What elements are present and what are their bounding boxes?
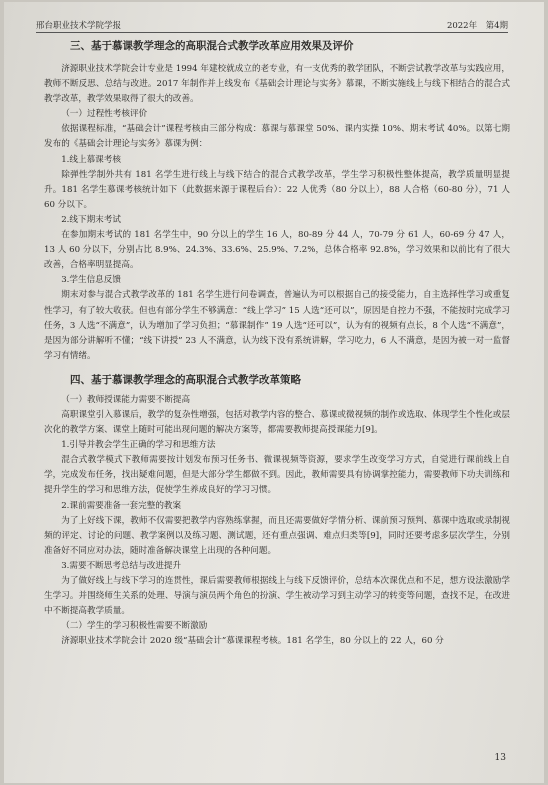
- paragraph: 高职课堂引入慕课后，教学的复杂性增强，包括对教学内容的整合、慕课或微视频的制作或选取、体现学生个性化或层次化的教学方案、课堂上随时可能出现问题的解决方案等，都需要教师提高授课能力[9]。: [44, 409, 510, 436]
- paragraph: 为了上好线下课，教师不仅需要把教学内容熟练掌握，而且还需要做好学情分析、课前预习预判、慕课中选取或录制视频的评定、讨论的问题、教学案例以及练习题、测试题，还有重点强调、难点归类等[9]，同时还要考虑多层次学生，分别准备好不同应对办法，随时准备解决课堂上出现的各种问题。: [44, 515, 510, 556]
- subsection-heading: （二）学生的学习积极性需要不断激励: [61, 621, 208, 632]
- item-heading: 1.引导并教会学生正确的学习和思维方法: [61, 440, 216, 451]
- journal-name: 邢台职业技术学院学报: [36, 21, 122, 31]
- section-4-heading: 四、基于慕课教学理念的高职混合式教学改革策略: [70, 373, 301, 386]
- item-heading: 3.需要不断思考总结与改进提升: [61, 560, 182, 571]
- paragraph: 除弹性学制外共有 181 名学生进行线上与线下结合的混合式教学改革，学生学习积极性整体提高，教学质量明显提升。181 名学生慕课考核统计如下（此数据来源于课程后台）：22 人优秀（80 分以上），88 人合格（60-80 分），71 人 60 分以下。: [44, 169, 510, 210]
- subsection-heading: （一）过程性考核评价: [61, 109, 148, 120]
- item-heading: 1.线上慕课考核: [61, 154, 121, 165]
- paragraph: 期末对参与混合式教学改革的 181 名学生进行问卷调查，普遍认为可以根据自己的接受能力，自主选择性学习或重复性学习，有了较大收获。但也有部分学生不够满意：“线上学习” 15 人选“还可以”，原因是自控力不强，不能按时完成学习任务，3 人选“不满意”，认为增加了学习负担；“慕课制作” 19 人选“还可以”，认为有的视频有点长，8 个人选“不满意”，是因为部分讲解听不懂；“线下讲授” 23 人不满意，认为线下没有系统讲解，学习吃力，6 人不满意，是因为被一对一监督学习有情绪。: [44, 290, 510, 361]
- journal-page: [4, 2, 544, 783]
- paragraph: 在参加期末考试的 181 名学生中，90 分以上的学生 16 人，80-89 分 44 人，70-79 分 61 人，60-69 分 47 人，13 人 60 分以下，分别占比 8.9%、24.3%、33.6%、25.9%、7.2%，总体合格率 92.8%，学习效果和以前比有了很大改善，合格率明显提高。: [44, 230, 510, 271]
- paragraph: 混合式教学模式下教师需要按计划发布预习任务书、微课视频等资源，要求学生改变学习方式，自觉进行课前线上自学，完成发布任务，找出疑难问题，但是大部分学生都做不到。因此，教师需要具有协调掌控能力，需要教师下功夫训练和提升学生的学习和思维方法，促使学生养成良好的学习习惯。: [44, 455, 510, 496]
- paragraph: 为了做好线上与线下学习的连贯性，课后需要教师根据线上与线下反馈评价，总结本次课优点和不足，想方设法激励学生学习。并围绕师生关系的处理、导演与演员两个角色的扮演、学生被动学习到主动学习的转变等问题，查找不足，在改进中不断提高教学质量。: [44, 576, 510, 617]
- paragraph: 济源职业技术学院会计专业是 1994 年建校就成立的老专业，有一支优秀的教学团队，不断尝试教学改革与实践应用，教师不断反思、总结与改进。2017 年制作并上线发布《基础会计理论与实务》慕课，不断实施线上与线下相结合的混合式教学改革，教学效果取得了很大的改善。: [44, 64, 510, 105]
- running-header: [36, 16, 508, 33]
- paragraph: 依据课程标准，“基础会计”课程考核由三部分构成：慕课与慕课堂 50%、课内实操 10%、期末考试 40%。以第七期发布的《基础会计理论与实务》慕课为例：: [44, 124, 510, 150]
- item-heading: 2.线下期末考试: [61, 214, 121, 225]
- page-number: 13: [494, 753, 506, 763]
- paragraph: 济源职业技术学院会计 2020 级“基础会计”慕课课程考核。181 名学生，80 分以上的 22 人，60 分: [61, 636, 444, 647]
- issue-label: 2022年 第4期: [446, 21, 508, 31]
- article-body: [44, 38, 510, 649]
- item-heading: 3.学生信息反馈: [61, 275, 121, 286]
- item-heading: 2.课前需要准备一套完整的教案: [61, 500, 182, 511]
- subsection-heading: （一）教师授课能力需要不断提高: [61, 394, 191, 405]
- section-3-heading: 三、基于慕课教学理念的高职混合式教学改革应用效果及评价: [70, 40, 354, 52]
